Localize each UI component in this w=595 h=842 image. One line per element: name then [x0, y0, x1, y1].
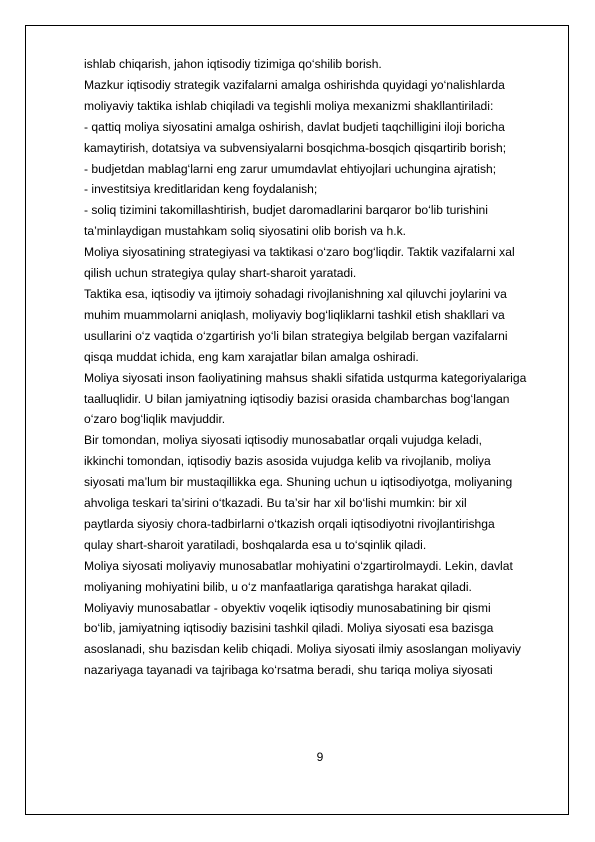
text-line: Moliya siyosati inson faoliyatining mahsus shakli sifatida ustqurma kategoriyalariga	[84, 370, 527, 385]
text-line: qulay shart-sharoit yaratiladi, boshqalarda esa u to‘sqinlik qiladi.	[84, 537, 427, 552]
body-text	[84, 54, 562, 681]
text-line: muhim muammolarni aniqlash, moliyaviy bog‘liqliklarni tashkil etish shakllari va	[84, 307, 505, 322]
text-line: usullarini o‘z vaqtida o‘zgartirish yo‘li bilan strategiya belgilab bergan vazifalarni	[84, 328, 508, 343]
text-line: qisqa muddat ichida, eng kam xarajatlar bilan amalga oshiradi.	[84, 349, 419, 364]
text-line: Moliya siyosati moliyaviy munosabatlar mohiyatini o‘zgartirolmaydi. Lekin, davlat	[84, 558, 513, 573]
text-line: ikkinchi tomondan, iqtisodiy bazis asosida vujudga kelib va rivojlanib, moliya	[84, 454, 491, 469]
text-line: nazariyaga tayanadi va tajribaga ko‘rsatma beradi, shu tariqa moliya siyosati	[84, 663, 493, 678]
text-line: moliyaviy taktika ishlab chiqiladi va tegishli moliya mexanizmi shakllantiriladi:	[84, 98, 494, 113]
page-number: 9	[316, 750, 324, 764]
text-line: Moliyaviy munosabatlar - obyektiv voqelik iqtisodiy munosabatining bir qismi	[84, 600, 491, 615]
text-line: Mazkur iqtisodiy strategik vazifalarni amalga oshirishda quyidagi yo‘nalishlarda	[84, 77, 505, 92]
text-line: o‘zaro bog‘liqlik mavjuddir.	[84, 412, 226, 427]
text-line: kamaytirish, dotatsiya va subvensiyalarni bosqichma-bosqich qisqartirib borish;	[84, 140, 507, 155]
text-line: bo‘lib, jamiyatning iqtisodiy bazisini tashkil qiladi. Moliya siyosati esa bazisga	[84, 621, 494, 636]
text-line: - soliq tizimini takomillashtirish, budjet daromadlarini barqaror bo‘lib turishini	[84, 203, 488, 218]
text-line: - qattiq moliya siyosatini amalga oshirish, davlat budjeti taqchilligini iloji boricha	[84, 119, 505, 134]
text-line: paytlarda siyosiy chora-tadbirlarni o‘tkazish orqali iqtisodiyotni rivojlantirishga	[84, 516, 495, 531]
text-line: moliyaning mohiyatini bilib, u o‘z manfaatlariga qaratishga harakat qiladi.	[84, 579, 472, 594]
text-line: asoslanadi, shu bazisdan kelib chiqadi. Moliya siyosati ilmiy asoslangan moliyaviy	[84, 642, 521, 657]
text-line: - budjetdan mablag‘larni eng zarur umumdavlat ehtiyojlari uchungina ajratish;	[84, 161, 497, 176]
text-line: Bir tomondan, moliya siyosati iqtisodiy munosabatlar orqali vujudga keladi,	[84, 433, 482, 448]
text-line: taalluqlidir. U bilan jamiyatning iqtisodiy bazisi orasida chambarchas bog‘langan	[84, 391, 510, 406]
text-line: ahvoliga teskari ta’sirini o‘tkazadi. Bu ta’sir har xil bo‘lishi mumkin: bir xil	[84, 496, 467, 511]
text-line: Moliya siyosatining strategiyasi va taktikasi o‘zaro bog‘liqdir. Taktik vazifalarni xal	[84, 245, 515, 260]
text-line: ishlab chiqarish, jahon iqtisodiy tizimiga qo‘shilib borish.	[84, 57, 382, 71]
text-line: ta’minlaydigan mustahkam soliq siyosatini olib borish va h.k.	[84, 224, 406, 239]
text-line: siyosati ma’lum bir mustaqillikka ega. Shuning uchun u iqtisodiyotga, moliyaning	[84, 475, 513, 490]
text-line: Taktika esa, iqtisodiy va ijtimoiy sohadagi rivojlanishning xal qiluvchi joylarini va	[84, 286, 507, 301]
text-line: qilish uchun strategiya qulay shart-sharoit yaratadi.	[84, 266, 357, 281]
text-line: - investitsiya kreditlaridan keng foydalanish;	[84, 182, 318, 197]
